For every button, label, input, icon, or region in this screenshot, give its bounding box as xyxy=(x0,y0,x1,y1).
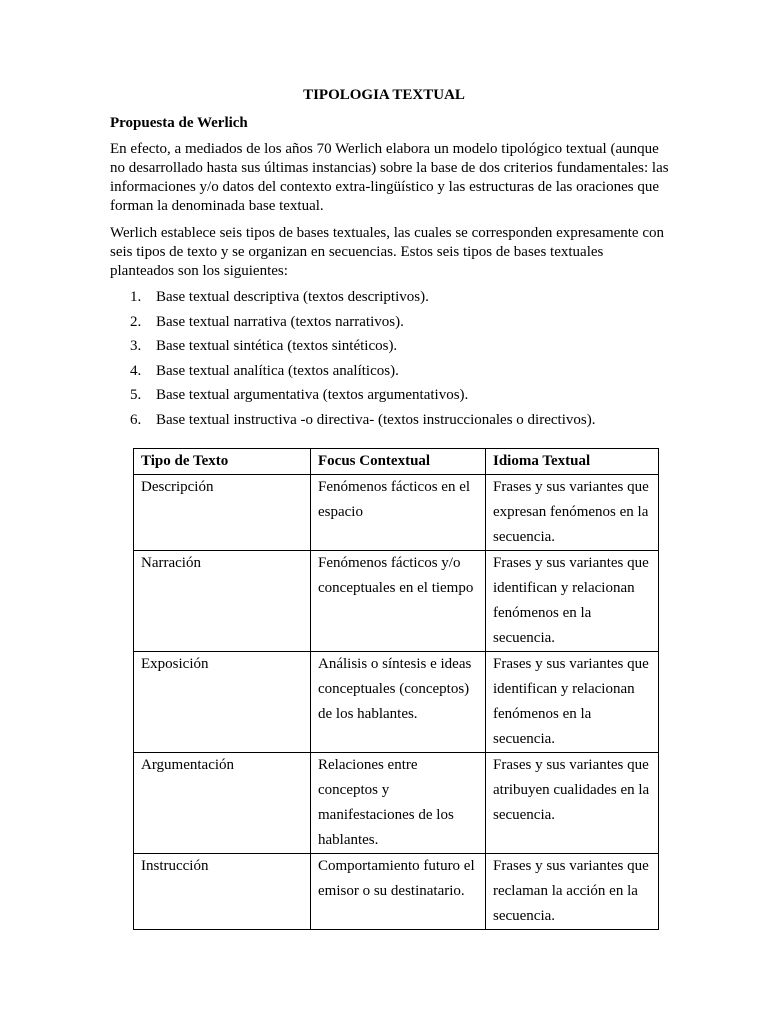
list-item xyxy=(110,411,670,436)
paragraph-2: Werlich establece seis tipos de bases textuales, las cuales se corresponden expresamente con seis tipos de texto y se organizan en secuencias. Estos seis tipos de bases textuales planteados son los siguientes: xyxy=(110,225,664,279)
list-item-text: Base textual sintética (textos sintéticos). xyxy=(156,338,398,355)
header-idioma-textual: Idioma Textual xyxy=(486,449,659,475)
table-row xyxy=(134,753,659,854)
list-item-text: Base textual analítica (textos analíticos). xyxy=(156,362,399,379)
list-item xyxy=(110,362,670,387)
list-item-text: Base textual instructiva -o directiva- (textos instruccionales o directivos). xyxy=(156,411,596,428)
list-item-text: Base textual argumentativa (textos argumentativos). xyxy=(156,387,469,404)
header-tipo-de-texto: Tipo de Texto xyxy=(134,449,311,475)
table-cell: Exposición xyxy=(134,652,311,753)
table-cell: Frases y sus variantes que expresan fenómenos en la secuencia. xyxy=(486,475,659,551)
table-cell: Fenómenos fácticos en el espacio xyxy=(311,475,486,551)
paragraph-1: En efecto, a mediados de los años 70 Werlich elabora un modelo tipológico textual (aunque no desarrollado hasta sus últimas instancias) sobre la base de dos criterios fundamentales: las informaciones y/o datos del contexto extra-lingüístico y las estructuras de las oraciones que forman la denominada base textual. xyxy=(110,141,669,214)
table-row xyxy=(134,475,659,551)
header-focus-contextual: Focus Contextual xyxy=(311,449,486,475)
table-row xyxy=(134,854,659,930)
table-cell: Relaciones entre conceptos y manifestaciones de los hablantes. xyxy=(311,753,486,854)
list-item-number: 5. xyxy=(130,387,142,404)
table-cell: Descripción xyxy=(134,475,311,551)
list-item-number: 3. xyxy=(130,338,142,355)
table-cell: Frases y sus variantes que identifican y relacionan fenómenos en la secuencia. xyxy=(486,652,659,753)
list-item xyxy=(110,337,670,362)
table-row xyxy=(134,551,659,652)
list-item xyxy=(110,386,670,411)
list-item xyxy=(110,313,670,338)
table-cell: Argumentación xyxy=(134,753,311,854)
table-cell: Análisis o síntesis e ideas conceptuales (conceptos) de los hablantes. xyxy=(311,652,486,753)
table-cell: Frases y sus variantes que identifican y relacionan fenómenos en la secuencia. xyxy=(486,551,659,652)
list-item-number: 2. xyxy=(130,313,142,330)
document-title: TIPOLOGIA TEXTUAL xyxy=(303,87,465,103)
table-cell: Comportamiento futuro el emisor o su destinatario. xyxy=(311,854,486,930)
list-item-number: 4. xyxy=(130,362,142,379)
section-subtitle: Propuesta de Werlich xyxy=(110,115,248,131)
list-item xyxy=(110,288,670,313)
table-cell: Frases y sus variantes que reclaman la acción en la secuencia. xyxy=(486,854,659,930)
list-item-number: 6. xyxy=(130,411,142,428)
table-cell: Instrucción xyxy=(134,854,311,930)
list-item-number: 1. xyxy=(130,289,142,305)
table-row xyxy=(134,652,659,753)
text-type-table xyxy=(133,448,659,930)
list-item-text: Base textual descriptiva (textos descriptivos). xyxy=(156,289,429,305)
table-cell: Frases y sus variantes que atribuyen cualidades en la secuencia. xyxy=(486,753,659,854)
table-cell: Fenómenos fácticos y/o conceptuales en el tiempo xyxy=(311,551,486,652)
table-header-row xyxy=(134,449,659,475)
list-item-text: Base textual narrativa (textos narrativos). xyxy=(156,313,404,330)
table-cell: Narración xyxy=(134,551,311,652)
text-base-list xyxy=(110,288,670,436)
